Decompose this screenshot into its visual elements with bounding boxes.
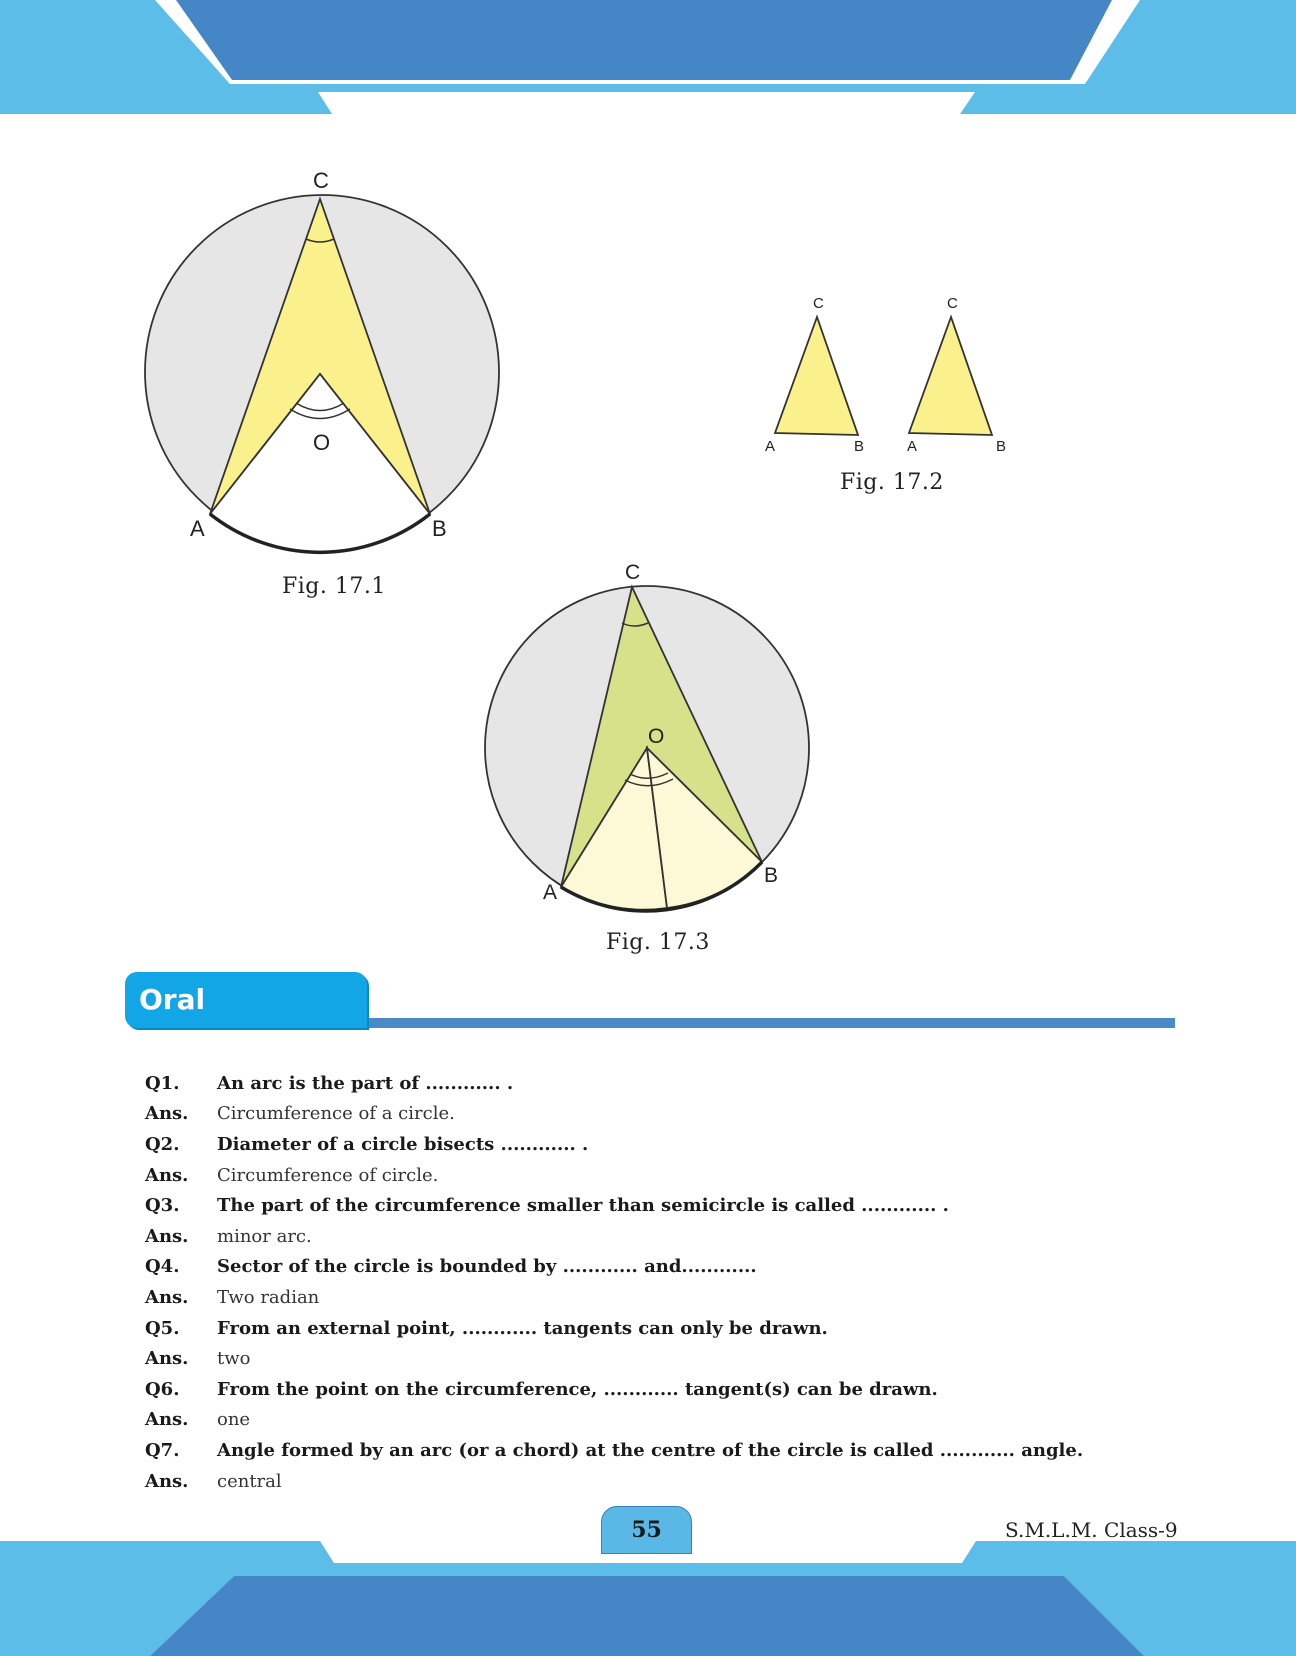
fig3-label-o: O — [648, 725, 665, 748]
fig3-label-b: B — [764, 864, 779, 887]
question-text: Angle formed by an arc (or a chord) at the centre of the circle is called ............ angle. — [217, 1439, 1084, 1461]
figure-17-2 — [755, 290, 1025, 460]
fig2-right-label-c: C — [947, 295, 958, 312]
fig2-right-label-a: A — [907, 438, 918, 455]
question-text: From the point on the circumference, ............ tangent(s) can be drawn. — [217, 1378, 938, 1400]
answer-row — [145, 1343, 1195, 1374]
answer-label: Ans. — [145, 1348, 189, 1370]
question-row — [145, 1252, 1195, 1283]
question-row — [145, 1313, 1195, 1344]
question-row — [145, 1435, 1195, 1466]
question-number: Q7. — [145, 1439, 180, 1461]
question-text: Sector of the circle is bounded by ............ and............ — [217, 1256, 757, 1278]
fig2-caption: Fig. 17.2 — [840, 470, 944, 495]
answer-text: central — [217, 1470, 282, 1492]
figure-17-1 — [120, 165, 520, 565]
fig1-label-c: C — [313, 168, 329, 193]
answer-text: two — [217, 1348, 251, 1370]
question-text: From an external point, ............ tangents can only be drawn. — [217, 1317, 828, 1339]
fig3-label-c: C — [625, 561, 641, 584]
answer-row — [145, 1466, 1195, 1497]
section-rule — [345, 1018, 1175, 1028]
answer-text: one — [217, 1409, 251, 1431]
answer-text: Two radian — [217, 1286, 320, 1308]
answer-label: Ans. — [145, 1409, 189, 1431]
question-number: Q3. — [145, 1195, 180, 1217]
answer-label: Ans. — [145, 1164, 189, 1186]
fig2-right-label-b: B — [996, 438, 1007, 455]
fig2-left-label-a: A — [765, 438, 776, 455]
question-number: Q2. — [145, 1133, 180, 1155]
question-text: The part of the circumference smaller than semicircle is called ............ . — [217, 1195, 949, 1217]
answer-text: Circumference of a circle. — [217, 1103, 455, 1125]
answer-label: Ans. — [145, 1286, 189, 1308]
answer-text: minor arc. — [217, 1225, 312, 1247]
question-number: Q1. — [145, 1072, 180, 1094]
fig1-label-o: O — [313, 430, 331, 455]
question-number: Q6. — [145, 1378, 180, 1400]
answer-row — [145, 1221, 1195, 1252]
question-text: An arc is the part of ............ . — [217, 1072, 514, 1094]
header-banner — [0, 0, 1296, 116]
question-number: Q4. — [145, 1256, 180, 1278]
page-number: 55 — [601, 1506, 692, 1554]
answer-label: Ans. — [145, 1470, 189, 1492]
answer-row — [145, 1282, 1195, 1313]
fig1-label-a: A — [190, 516, 205, 541]
fig1-caption: Fig. 17.1 — [282, 574, 386, 599]
answer-row — [145, 1160, 1195, 1191]
fig2-left-label-c: C — [813, 295, 824, 312]
question-row — [145, 1068, 1195, 1099]
section-title: Oral Questions — [125, 972, 367, 1028]
question-row — [145, 1129, 1195, 1160]
question-number: Q5. — [145, 1317, 180, 1339]
figure-17-3 — [470, 555, 830, 925]
question-row — [145, 1374, 1195, 1405]
answer-text: Circumference of circle. — [217, 1164, 439, 1186]
answer-label: Ans. — [145, 1225, 189, 1247]
fig2-left-triangle — [775, 317, 858, 435]
fig2-left-label-b: B — [854, 438, 865, 455]
question-text: Diameter of a circle bisects ............ . — [217, 1133, 589, 1155]
answer-row — [145, 1099, 1195, 1130]
fig2-right-triangle — [909, 317, 992, 435]
book-title: S.M.L.M. Class-9 — [1005, 1518, 1178, 1542]
fig3-caption: Fig. 17.3 — [606, 930, 710, 955]
question-row — [145, 1190, 1195, 1221]
answer-row — [145, 1405, 1195, 1436]
fig3-label-a: A — [543, 881, 558, 904]
footer-banner — [0, 1540, 1296, 1656]
oral-questions-list — [145, 1068, 1195, 1496]
fig1-label-b: B — [432, 516, 447, 541]
answer-label: Ans. — [145, 1103, 189, 1125]
